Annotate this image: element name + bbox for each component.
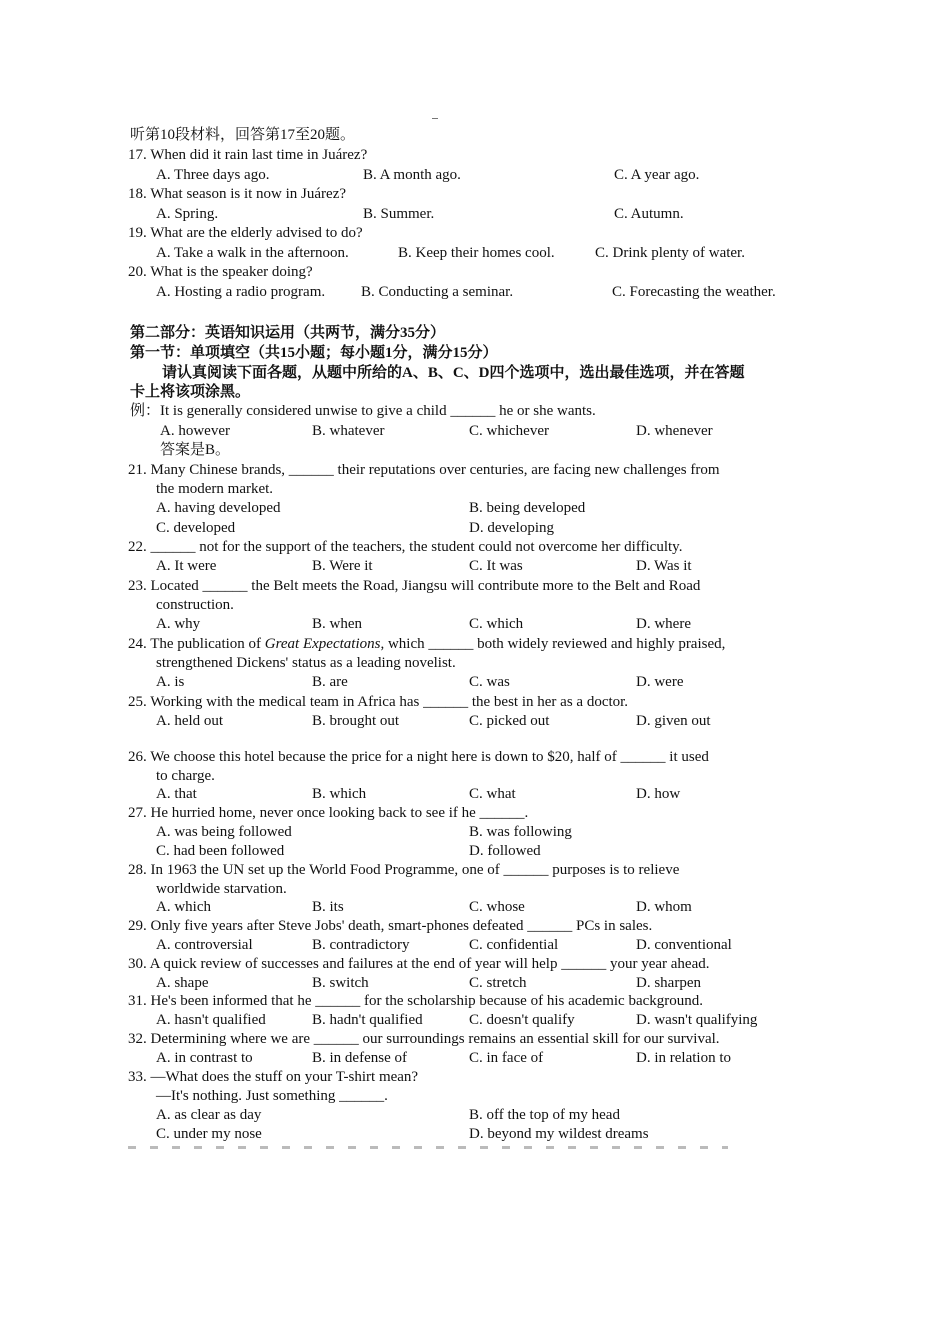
question-27-option-a: A. was being followed — [156, 824, 292, 840]
question-25-option-d: D. given out — [636, 713, 711, 729]
part-2-title: 第二部分：英语知识运用（共两节，满分35分） — [130, 325, 446, 341]
question-21-option-a: A. having developed — [156, 500, 281, 516]
question-24-stem-cont: strengthened Dickens' status as a leading novelist. — [156, 655, 456, 671]
question-33-reply: —It's nothing. Just something ______. — [156, 1088, 388, 1104]
question-22-option-a: A. It were — [156, 558, 217, 574]
question-31-option-a: A. hasn't qualified — [156, 1012, 266, 1028]
question-19-stem: 19. What are the elderly advised to do? — [128, 225, 363, 241]
question-26-option-a: A. that — [156, 786, 197, 802]
example-option-c: C. whichever — [469, 423, 549, 439]
question-17-option-c: C. A year ago. — [614, 167, 700, 183]
question-22-option-b: B. Were it — [312, 558, 373, 574]
question-21-stem: 21. Many Chinese brands, ______ their reputations over centuries, are facing new challenges from — [128, 462, 720, 478]
question-29-option-d: D. conventional — [636, 937, 732, 953]
question-26-stem: 26. We choose this hotel because the price for a night here is down to $20, half of ______ it used — [128, 749, 709, 765]
header-mark — [432, 118, 438, 119]
question-24-option-c: C. was — [469, 674, 510, 690]
question-17-stem: 17. When did it rain last time in Juárez? — [128, 147, 368, 163]
question-33-option-c: C. under my nose — [156, 1126, 262, 1142]
question-30-option-c: C. stretch — [469, 975, 527, 991]
question-21-stem-cont: the modern market. — [156, 481, 274, 497]
question-29-option-b: B. contradictory — [312, 937, 410, 953]
book-title: Great Expectations — [264, 636, 381, 652]
question-18-stem: 18. What season is it now in Juárez? — [128, 186, 347, 202]
question-23-option-a: A. why — [156, 616, 201, 632]
question-25-option-a: A. held out — [156, 713, 224, 729]
question-33-option-a: A. as clear as day — [156, 1107, 262, 1123]
question-23-option-d: D. where — [636, 616, 691, 632]
question-24-option-d: D. were — [636, 674, 684, 690]
question-31-option-c: C. doesn't qualify — [469, 1012, 575, 1028]
question-17-option-b: B. A month ago. — [363, 167, 461, 183]
example-option-b: B. whatever — [312, 423, 385, 439]
question-32-option-c: C. in face of — [469, 1050, 544, 1066]
question-32-option-d: D. in relation to — [636, 1050, 731, 1066]
question-28-option-d: D. whom — [636, 899, 692, 915]
question-24-option-a: A. is — [156, 674, 185, 690]
example-option-d: D. whenever — [636, 423, 713, 439]
question-19-option-a: A. Take a walk in the afternoon. — [156, 245, 349, 261]
question-18-option-b: B. Summer. — [363, 206, 435, 222]
listening-header: 听第10段材料，回答第17至20题。 — [130, 127, 356, 143]
question-21-option-d: D. developing — [469, 520, 554, 536]
question-26-stem-cont: to charge. — [156, 768, 215, 784]
question-21-option-b: B. being developed — [469, 500, 586, 516]
question-33-option-d: D. beyond my wildest dreams — [469, 1126, 649, 1142]
question-28-option-b: B. its — [312, 899, 344, 915]
question-24-stem-post: , which ______ both widely reviewed and highly praised, — [380, 636, 726, 652]
question-25-option-c: C. picked out — [469, 713, 550, 729]
question-25-option-b: B. brought out — [312, 713, 400, 729]
question-33-stem: 33. —What does the stuff on your T-shirt mean? — [128, 1069, 419, 1085]
question-24-stem-pre: 24. The publication of — [128, 636, 265, 652]
example-stem: 例：It is generally considered unwise to give a child ______ he or she wants. — [130, 403, 596, 419]
question-30-option-b: B. switch — [312, 975, 369, 991]
question-31-stem: 31. He's been informed that he ______ for the scholarship because of his academic background. — [128, 993, 704, 1009]
question-27-stem: 27. He hurried home, never once looking back to see if he ______. — [128, 805, 529, 821]
question-20-option-c: C. Forecasting the weather. — [612, 284, 776, 300]
question-18-option-c: C. Autumn. — [614, 206, 684, 222]
instruction-line-1: 请认真阅读下面各题，从题中所给的A、B、C、D四个选项中，选出最佳选项，并在答题 — [162, 365, 745, 381]
question-30-option-d: D. sharpen — [636, 975, 701, 991]
question-23-option-b: B. when — [312, 616, 362, 632]
question-24-stem — [128, 635, 725, 654]
question-28-option-a: A. which — [156, 899, 211, 915]
question-32-stem: 32. Determining where we are ______ our surroundings remains an essential skill for our survival. — [128, 1031, 720, 1047]
question-28-stem: 28. In 1963 the UN set up the World Food Programme, one of ______ purposes is to relieve — [128, 862, 680, 878]
question-29-option-c: C. confidential — [469, 937, 559, 953]
question-23-stem-cont: construction. — [156, 597, 234, 613]
question-26-option-d: D. how — [636, 786, 681, 802]
question-23-option-c: C. which — [469, 616, 524, 632]
question-30-option-a: A. shape — [156, 975, 209, 991]
question-27-option-c: C. had been followed — [156, 843, 285, 859]
question-23-stem: 23. Located ______ the Belt meets the Road, Jiangsu will contribute more to the Belt and Road — [128, 578, 701, 594]
page-cutoff-line — [128, 1146, 728, 1149]
question-32-option-a: A. in contrast to — [156, 1050, 253, 1066]
question-26-option-b: B. which — [312, 786, 367, 802]
question-31-option-b: B. hadn't qualified — [312, 1012, 423, 1028]
question-22-option-d: D. Was it — [636, 558, 692, 574]
question-24-option-b: B. are — [312, 674, 348, 690]
question-20-option-b: B. Conducting a seminar. — [361, 284, 514, 300]
question-17-option-a: A. Three days ago. — [156, 167, 270, 183]
question-22-stem: 22. ______ not for the support of the teachers, the student could not overcome her difficulty. — [128, 539, 683, 555]
question-27-option-d: D. followed — [469, 843, 541, 859]
question-29-stem: 29. Only five years after Steve Jobs' death, smart-phones defeated ______ PCs in sales. — [128, 918, 653, 934]
question-29-option-a: A. controversial — [156, 937, 253, 953]
question-22-option-c: C. It was — [469, 558, 523, 574]
question-27-option-b: B. was following — [469, 824, 572, 840]
question-18-option-a: A. Spring. — [156, 206, 219, 222]
question-19-option-b: B. Keep their homes cool. — [398, 245, 555, 261]
question-25-stem: 25. Working with the medical team in Africa has ______ the best in her as a doctor. — [128, 694, 629, 710]
instruction-line-2: 卡上将该项涂黑。 — [130, 384, 251, 400]
question-20-stem: 20. What is the speaker doing? — [128, 264, 313, 280]
question-19-option-c: C. Drink plenty of water. — [595, 245, 745, 261]
question-21-option-c: C. developed — [156, 520, 236, 536]
question-30-stem: 30. A quick review of successes and failures at the end of year will help ______ your year ahead. — [128, 956, 710, 972]
example-option-a: A. however — [160, 423, 230, 439]
section-1-title: 第一节：单项填空（共15小题；每小题1分，满分15分） — [130, 345, 498, 361]
question-33-option-b: B. off the top of my head — [469, 1107, 620, 1123]
example-answer: 答案是B。 — [160, 442, 231, 458]
question-32-option-b: B. in defense of — [312, 1050, 407, 1066]
question-31-option-d: D. wasn't qualifying — [636, 1012, 758, 1028]
question-20-option-a: A. Hosting a radio program. — [156, 284, 326, 300]
question-28-option-c: C. whose — [469, 899, 525, 915]
question-28-stem-cont: worldwide starvation. — [156, 881, 287, 897]
question-26-option-c: C. what — [469, 786, 516, 802]
